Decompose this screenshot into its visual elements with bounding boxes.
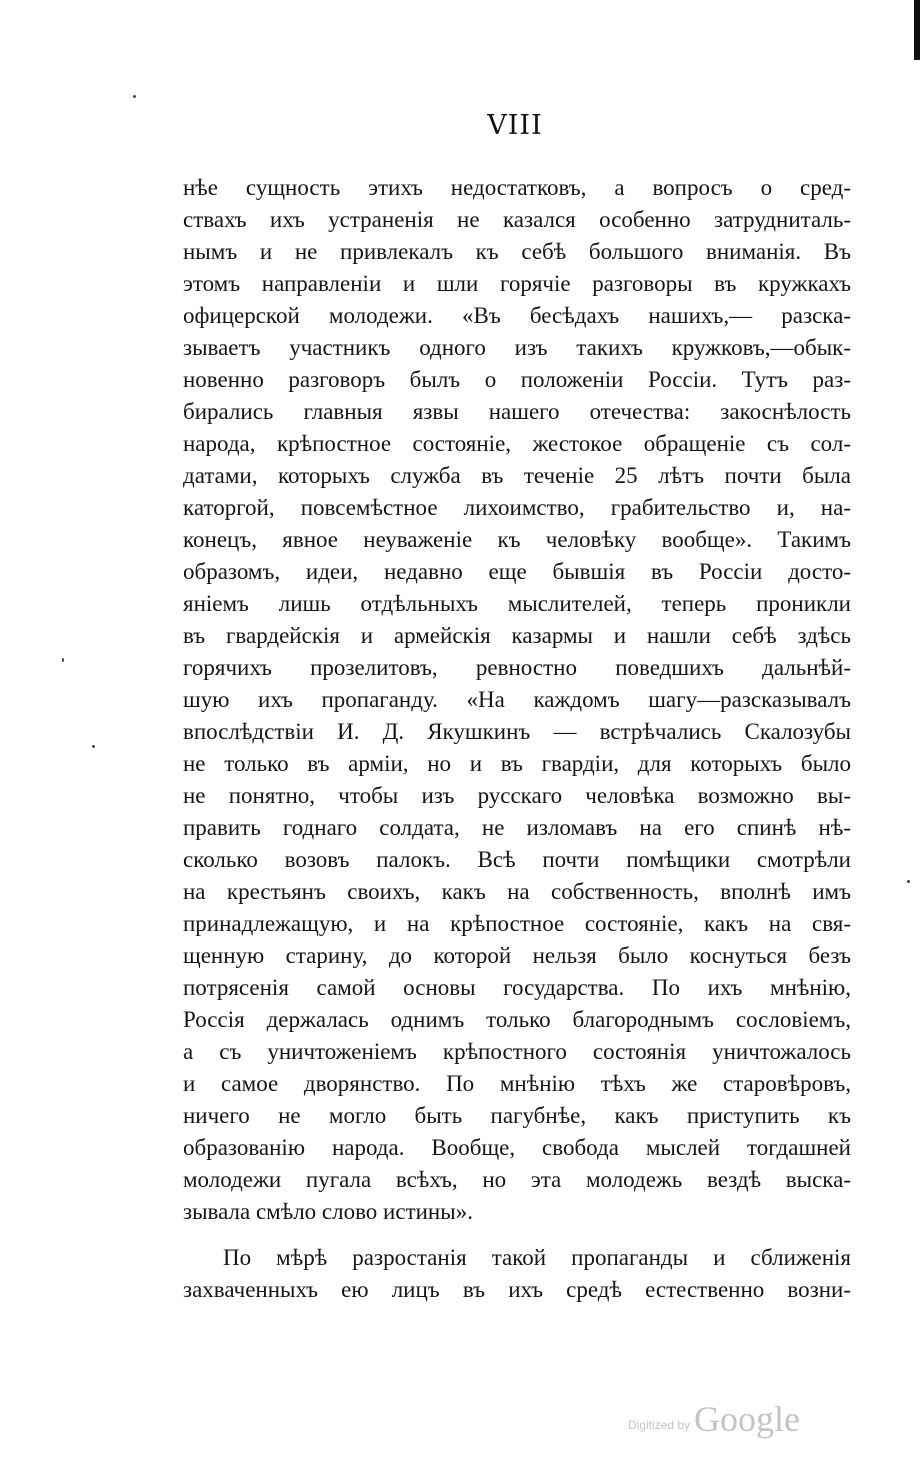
text-line: новенно разговоръ былъ о положеніи Россіи. Тутъ раз- — [183, 367, 851, 392]
text-line: нымъ и не привлекалъ къ себѣ большого вниманія. Въ — [183, 239, 851, 264]
text-line: въ гвардейскія и армейскія казармы и нашли себѣ здѣсь — [183, 623, 851, 648]
body-text — [183, 172, 851, 1306]
paragraph — [183, 1242, 851, 1306]
text-line: ствахъ ихъ устраненія не казался особенно затрудниталь- — [183, 207, 851, 232]
scan-speck — [133, 95, 136, 98]
text-line: не понятно, чтобы изъ русскаго человѣка возможно вы- — [183, 783, 851, 808]
text-line: и самое дворянство. По мнѣнію тѣхъ же старовѣровъ, — [183, 1071, 851, 1096]
text-line: принадлежащую, и на крѣпостное состояніе, какъ на свя- — [183, 911, 851, 936]
text-line: конецъ, явное неуваженіе къ человѣку вообще». Такимъ — [183, 527, 851, 552]
text-line: впослѣдствіи И. Д. Якушкинъ — встрѣчались Скалозубы — [183, 719, 851, 744]
text-line: образованію народа. Вообще, свобода мыслей тогдашней — [183, 1135, 851, 1160]
scan-speck — [62, 658, 64, 662]
text-line: захваченныхъ ею лицъ въ ихъ средѣ естественно возни- — [183, 1277, 851, 1302]
scan-speck — [907, 880, 910, 883]
text-line: потрясенія самой основы государства. По ихъ мнѣнію, — [183, 975, 851, 1000]
text-line: датами, которыхъ служба въ теченіе 25 лѣтъ почти была — [183, 463, 851, 488]
text-line: яніемъ лишь отдѣльныхъ мыслителей, теперь проникли — [183, 591, 851, 616]
text-line: молодежи пугала всѣхъ, но эта молодежь вездѣ выска- — [183, 1167, 851, 1192]
text-line: нѣе сущность этихъ недостатковъ, а вопросъ о сред- — [183, 175, 851, 200]
binding-edge — [914, 0, 920, 60]
text-line: щенную старину, до которой нельзя было коснуться безъ — [183, 943, 851, 968]
paragraph-gap — [183, 1228, 851, 1242]
text-line: зываетъ участникъ одного изъ такихъ кружковъ,—обык- — [183, 335, 851, 360]
text-line: на крестьянъ своихъ, какъ на собственность, вполнѣ имъ — [183, 879, 851, 904]
watermark-prefix: Digitized by — [628, 1418, 691, 1432]
watermark-brand: Google — [694, 1399, 801, 1439]
text-line: а съ уничтоженіемъ крѣпостного состоянія уничтожалось — [183, 1039, 851, 1064]
text-line: образомъ, идеи, недавно еще бывшія въ Россіи досто- — [183, 559, 851, 584]
text-line: ничего не могло быть пагубнѣе, какъ приступить къ — [183, 1103, 851, 1128]
digitized-watermark — [628, 1398, 800, 1440]
text-line: Россія держалась однимъ только благороднымъ сословіемъ, — [183, 1007, 851, 1032]
text-line: шую ихъ пропаганду. «На каждомъ шагу—разсказывалъ — [183, 687, 851, 712]
text-line: этомъ направленіи и шли горячіе разговоры въ кружкахъ — [183, 271, 851, 296]
text-line: сколько возовъ палокъ. Всѣ почти помѣщики смотрѣли — [183, 847, 851, 872]
text-line: офицерской молодежи. «Въ бесѣдахъ нашихъ,— разска- — [183, 303, 851, 328]
text-line: не только въ арміи, но и въ гвардіи, для которыхъ было — [183, 751, 851, 776]
text-line: бирались главныя язвы нашего отечества: закоснѣлость — [183, 399, 851, 424]
text-line: горячихъ прозелитовъ, ревностно поведшихъ дальнѣй- — [183, 655, 851, 680]
text-line: зывала смѣло слово истины». — [183, 1199, 473, 1224]
text-line: каторгой, повсемѣстное лихоимство, грабительство и, на- — [183, 495, 851, 520]
text-line: По мѣрѣ разростанія такой пропаганды и сближенія — [223, 1245, 851, 1270]
page-number: VIII — [487, 110, 543, 141]
text-line: править годнаго солдата, не изломавъ на его спинѣ нѣ- — [183, 815, 851, 840]
scan-speck — [92, 745, 95, 748]
paragraph — [183, 172, 851, 1228]
text-line: народа, крѣпостное состояніе, жестокое обращеніе съ сол- — [183, 431, 851, 456]
